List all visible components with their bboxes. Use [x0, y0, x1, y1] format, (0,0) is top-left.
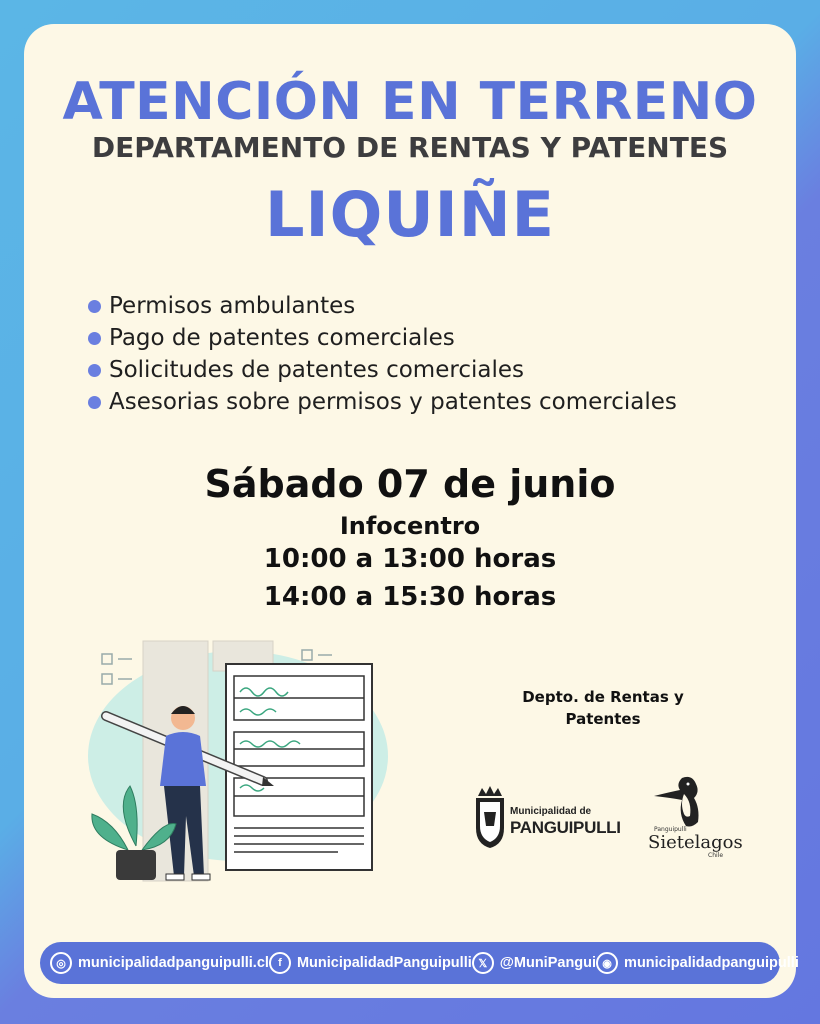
- list-item: [88, 354, 677, 386]
- bullet-icon: [88, 396, 101, 409]
- service-label: Pago de patentes comerciales: [109, 325, 455, 351]
- social-label: municipalidadpanguipulli.cl: [78, 955, 269, 971]
- service-label: Asesorias sobre permisos y patentes comerciales: [109, 389, 677, 415]
- bullet-icon: [88, 364, 101, 377]
- department-subtitle: DEPARTAMENTO DE RENTAS Y PATENTES: [91, 131, 729, 164]
- department-label: [498, 686, 708, 730]
- poster-title: ATENCIÓN EN TERRENO: [62, 72, 758, 132]
- social-label: MunicipalidadPanguipulli: [296, 955, 472, 971]
- social-label: @MuniPangui: [499, 955, 597, 971]
- globe-icon: ◎: [50, 952, 72, 974]
- location-title: LIQUIÑE: [265, 178, 555, 251]
- event-place: Infocentro: [339, 512, 481, 540]
- service-label: Permisos ambulantes: [109, 293, 356, 319]
- event-hours-afternoon: 14:00 a 15:30 horas: [263, 582, 557, 612]
- sietelagos-logo: [642, 772, 743, 862]
- social-instagram[interactable]: [596, 952, 799, 974]
- department-line-2: Patentes: [565, 710, 641, 728]
- social-x[interactable]: [472, 952, 596, 974]
- services-list: [88, 290, 677, 418]
- social-bar: [40, 942, 799, 984]
- sietelagos-bottom-text: Chile: [708, 852, 724, 859]
- x-icon: 𝕏: [472, 952, 494, 974]
- list-item: [88, 386, 677, 418]
- municipalidad-name-text: PANGUIPULLI: [510, 818, 621, 837]
- form-illustration: [88, 636, 388, 896]
- bullet-icon: [88, 332, 101, 345]
- list-item: [88, 322, 677, 354]
- social-facebook[interactable]: [269, 952, 472, 974]
- sietelagos-main-text: Sietelagos: [648, 832, 743, 853]
- event-date: Sábado 07 de junio: [204, 462, 616, 506]
- department-line-1: Depto. de Rentas y: [522, 688, 684, 706]
- coat-of-arms-icon: [472, 784, 508, 852]
- facebook-icon: f: [269, 952, 291, 974]
- instagram-icon: ◉: [596, 952, 618, 974]
- social-label: municipalidadpanguipulli: [624, 955, 799, 971]
- kingfisher-icon: [642, 772, 732, 832]
- municipalidad-logo: [472, 784, 622, 854]
- sietelagos-top-text: Panguipulli: [654, 826, 687, 833]
- social-website[interactable]: [50, 952, 269, 974]
- event-hours-morning: 10:00 a 13:00 horas: [263, 544, 557, 574]
- list-item: [88, 290, 677, 322]
- service-label: Solicitudes de patentes comerciales: [109, 357, 524, 383]
- municipalidad-small-text: Municipalidad de: [510, 806, 592, 817]
- bullet-icon: [88, 300, 101, 313]
